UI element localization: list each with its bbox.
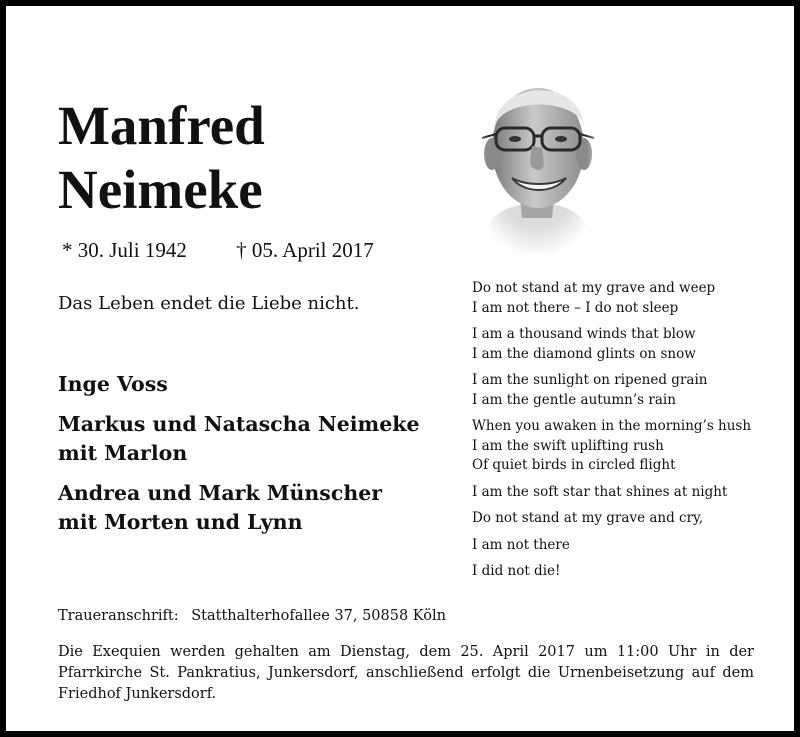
poem-stanza bbox=[472, 483, 751, 503]
mourners-list bbox=[58, 370, 420, 548]
poem bbox=[472, 279, 751, 589]
mourner-group bbox=[58, 370, 420, 399]
poem-line: I did not die! bbox=[472, 563, 561, 579]
motto: Das Leben endet die Liebe nicht. bbox=[58, 293, 360, 314]
last-name: Neimeke bbox=[58, 159, 263, 220]
service-details: Die Exequien werden gehalten am Dienstag, dem 25. April 2017 um 11:00 Uhr in der Pfarrkirche St. Pankratius, Junkersdorf, anschließend erfolgt die Urnenbeisetzung auf dem Friedhof Junkersdorf. bbox=[58, 644, 754, 702]
poem-line: I am not there bbox=[472, 536, 570, 553]
life-dates bbox=[62, 238, 374, 263]
poem-line: I am the swift uplifting rush bbox=[472, 437, 664, 454]
poem-stanza bbox=[472, 536, 751, 556]
poem-line: Do not stand at my grave and weep bbox=[472, 280, 716, 296]
mourner-line: Markus und Natascha Neimeke bbox=[58, 412, 420, 436]
poem-stanza bbox=[472, 562, 751, 582]
poem-stanza bbox=[472, 279, 751, 318]
mourner-line: mit Morten und Lynn bbox=[58, 510, 303, 534]
poem-stanza bbox=[472, 417, 751, 476]
poem-line: I am the gentle autumn’s rain bbox=[472, 391, 676, 408]
poem-stanza bbox=[472, 325, 751, 364]
address-label: Traueranschrift: bbox=[58, 608, 179, 624]
poem-line: Do not stand at my grave and cry, bbox=[472, 510, 704, 526]
mourner-line: Andrea und Mark Münscher bbox=[58, 481, 383, 505]
death-date: † 05. April 2017 bbox=[236, 238, 374, 262]
mourner-group bbox=[58, 479, 420, 537]
poem-stanza bbox=[472, 371, 751, 410]
mourner-line: Inge Voss bbox=[58, 372, 168, 396]
poem-line: I am the soft star that shines at night bbox=[472, 483, 728, 500]
poem-line: I am a thousand winds that blow bbox=[472, 326, 696, 342]
mourner-line: mit Marlon bbox=[58, 441, 188, 465]
address-value: Statthalterhofallee 37, 50858 Köln bbox=[191, 608, 446, 624]
poem-line: When you awaken in the morning’s hush bbox=[472, 418, 752, 434]
deceased-name bbox=[58, 94, 265, 222]
poem-stanza bbox=[472, 509, 751, 529]
birth-date: * 30. Juli 1942 bbox=[62, 238, 187, 262]
poem-line: Of quiet birds in circled flight bbox=[472, 457, 676, 473]
condolence-address bbox=[58, 608, 446, 624]
poem-line: I am not there – I do not sleep bbox=[472, 299, 679, 316]
portrait-photo-icon bbox=[472, 58, 602, 253]
poem-line: I am the diamond glints on snow bbox=[472, 345, 696, 362]
poem-line: I am the sunlight on ripened grain bbox=[472, 372, 708, 388]
first-name: Manfred bbox=[58, 95, 265, 156]
mourner-group bbox=[58, 410, 420, 468]
